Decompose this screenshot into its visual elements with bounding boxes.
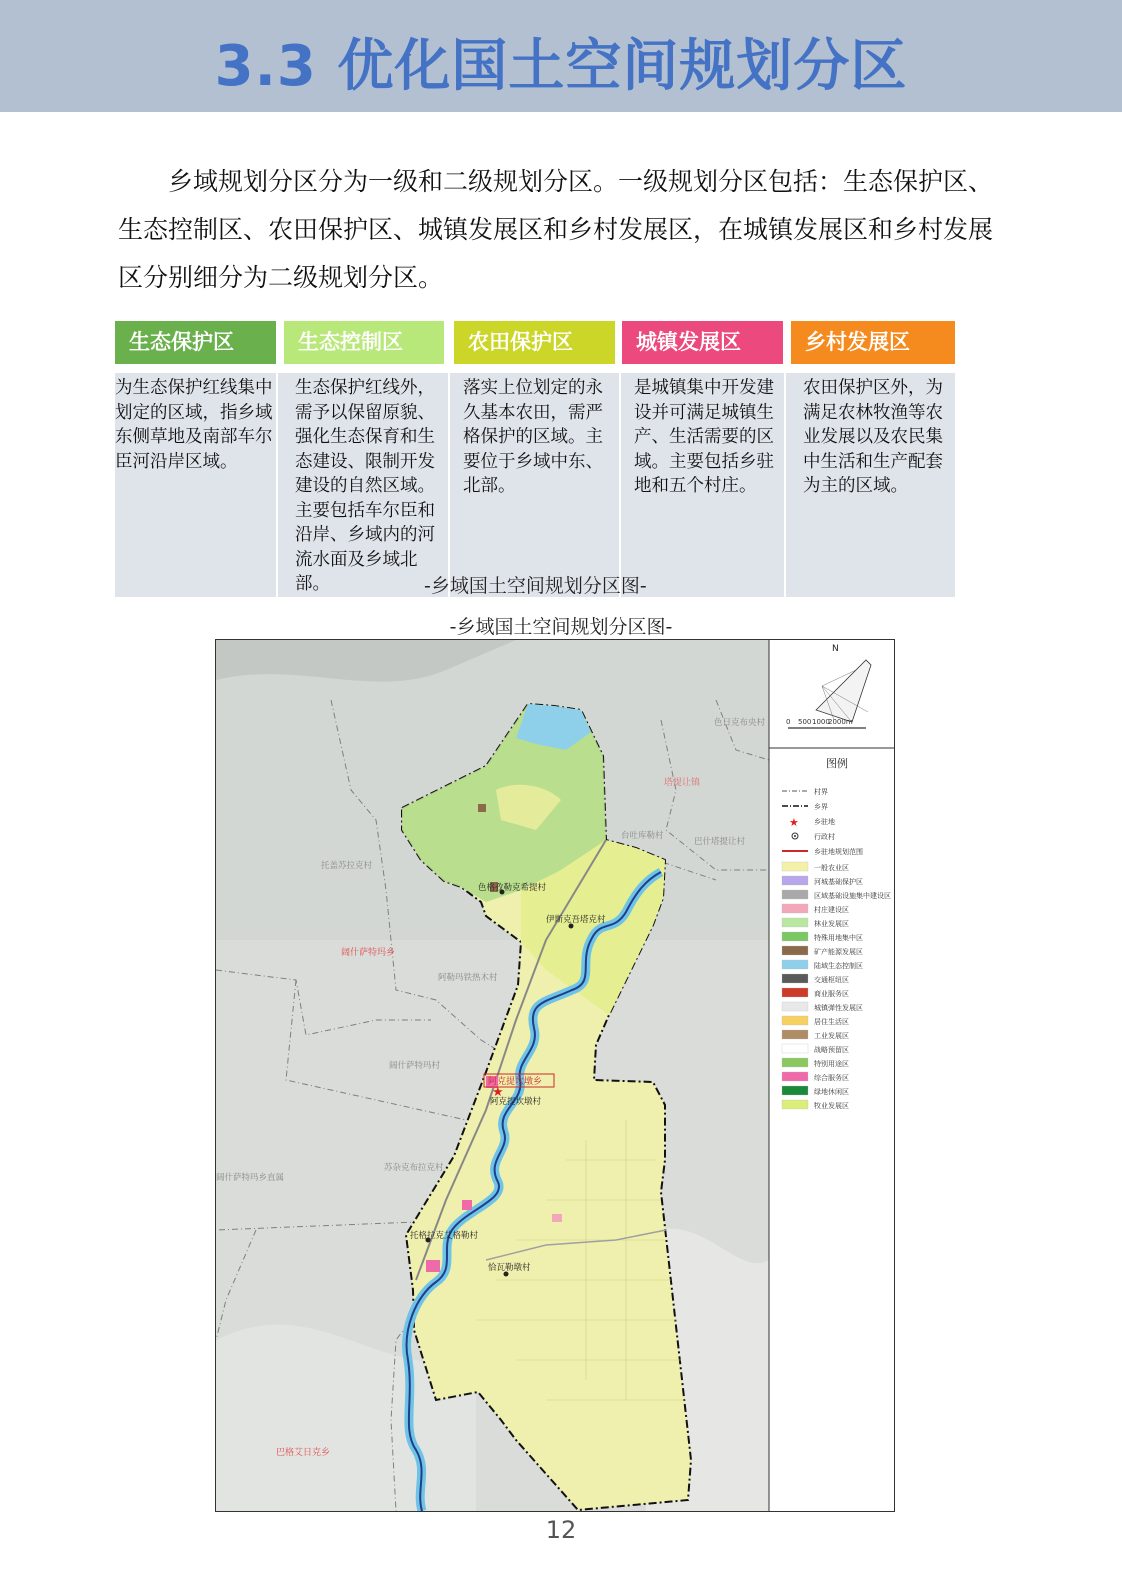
zone-header-urban-development (622, 321, 783, 364)
place-label: 阿勒玛铁热木村 (438, 973, 498, 983)
legend-title: 图例 (826, 757, 848, 770)
place-label: 苏杂克布拉克村 (384, 1163, 444, 1173)
legend-item-label: 商业服务区 (814, 990, 849, 998)
scale-label: 1000 (812, 718, 830, 726)
legend-item-label: 战略预留区 (814, 1046, 849, 1054)
legend-item-label: 牧业发展区 (814, 1102, 849, 1110)
legend-item-label: 一般农业区 (814, 864, 849, 872)
legend-swatch (782, 1044, 808, 1053)
place-label: 塔提让镇 (664, 778, 701, 788)
legend-swatch (782, 1058, 808, 1067)
place-label: 阔什萨特玛乡直属 (216, 1173, 285, 1183)
color-legend (782, 862, 891, 1110)
legend-swatch (782, 932, 808, 941)
zone-header-rural-development (791, 321, 955, 364)
settlement-patch (426, 1260, 440, 1272)
settlement-patch (552, 1214, 562, 1222)
zone-name: 农田保护区 (468, 330, 573, 354)
mining-patch (478, 804, 486, 812)
village-label: 伊斯克吾塔克村 (546, 915, 606, 925)
zone-name: 城镇发展区 (636, 330, 741, 354)
legend-item-label: 乡驻地规划范围 (814, 848, 863, 856)
scale-label: 500 (798, 718, 812, 726)
zone-desc-rural-development: 农田保护区外，为满足农林牧渔等农业发展以及农民集中生活和生产配套为主的区域。 (785, 373, 955, 597)
legend-swatch (782, 904, 808, 913)
intro-paragraph: 乡域规划分区分为一级和二级规划分区。一级规划分区包括：生态保护区、生态控制区、农田保护区、城镇发展区和乡村发展区，在城镇发展区和乡村发展区分别细分为二级规划分区。 (118, 167, 994, 292)
zone-header-ecological-control (284, 321, 444, 364)
legend-swatch (782, 1030, 808, 1039)
legend-swatch (782, 890, 808, 899)
zone-name: 乡村发展区 (805, 330, 910, 354)
title-banner (0, 0, 1122, 112)
zone-divider (619, 373, 621, 597)
legend-item-label: 工业发展区 (814, 1032, 849, 1040)
township-star-icon: ★ (492, 1085, 504, 1100)
legend-item-label: 绿地休闲区 (814, 1088, 849, 1096)
legend-item-label: 交通枢纽区 (814, 976, 849, 984)
zone-desc-farmland-protection: 落实上位划定的永久基本农田，需严格保护的区域。主要位于乡域中东、北部。 (449, 373, 620, 597)
place-label: 阔什萨特玛村 (389, 1061, 441, 1071)
village-label: 恰瓦勒墩村 (488, 1263, 531, 1273)
legend-swatch (782, 1086, 808, 1095)
legend-swatch (782, 960, 808, 969)
township-label: 阿克提坎墩乡 (488, 1077, 543, 1087)
legend-swatch (782, 1016, 808, 1025)
compass-inset (816, 660, 871, 722)
place-label: 托盖苏拉克村 (321, 861, 373, 871)
north-label: N (832, 644, 839, 654)
legend-item-label: 居住生活区 (814, 1018, 849, 1026)
legend-swatch (782, 918, 808, 927)
legend-swatch (782, 1002, 808, 1011)
legend-swatch (782, 974, 808, 983)
caption-overlap: -乡域国土空间规划分区图- (424, 575, 647, 597)
planning-map (215, 639, 895, 1512)
village-label: 阿克提坎墩村 (490, 1097, 542, 1107)
legend-item-label: 城镇弹性发展区 (814, 1004, 863, 1012)
place-label: 巴格艾日克乡 (276, 1448, 331, 1458)
page-title: 3.3 优化国土空间规划分区 (214, 34, 908, 99)
legend-item-label: 乡界 (814, 803, 828, 811)
boundary-legend (782, 787, 863, 856)
zone-desc-ecological-protection: 为生态保护红线集中划定的区域，指乡域东侧草地及南部车尔臣河沿岸区域。 (115, 373, 277, 597)
legend-swatch (782, 946, 808, 955)
zone-divider (276, 373, 278, 597)
zone-header-ecological-protection (115, 321, 276, 364)
legend-swatch (782, 988, 808, 997)
zone-divider (448, 373, 450, 597)
legend-item-label: 乡驻地 (814, 818, 835, 826)
legend-item-label: 村庄建设区 (814, 906, 849, 914)
legend-item-label: 特殊用地集中区 (814, 934, 863, 942)
zone-header-farmland-protection (454, 321, 615, 364)
legend-item-label: 林业发展区 (814, 920, 849, 928)
legend-swatch (782, 876, 808, 885)
place-label: 台吐库勒村 (621, 831, 664, 841)
legend-swatch (782, 1072, 808, 1081)
scale-bar (786, 718, 866, 728)
zone-name: 生态控制区 (298, 330, 403, 354)
village-label: 托格拉克艾格勒村 (410, 1231, 479, 1241)
legend-swatch (782, 862, 808, 871)
village-label: 色格孜勒克希提村 (478, 883, 547, 893)
zone-divider (784, 373, 786, 597)
legend-item-label: 行政村 (814, 833, 835, 841)
map-caption: -乡域国土空间规划分区图- (449, 616, 673, 638)
legend-item-label: 综合服务区 (814, 1074, 849, 1082)
place-label: 巴什塔提让村 (694, 837, 746, 847)
legend-item-label: 陆域生态控制区 (814, 962, 863, 970)
legend-item-label: 特别用途区 (814, 1060, 849, 1068)
star-icon: ★ (789, 816, 799, 829)
legend-swatch (782, 1100, 808, 1109)
zone-desc-ecological-control: 生态保护红线外，需予以保留原貌、强化生态保育和生态建设、限制开发建设的自然区域。主要包括车尔臣和沿岸、乡域内的河流水面及乡域北部。 (277, 373, 449, 597)
legend-item-label: 区域基础设施集中建设区 (814, 892, 891, 900)
legend-item-label: 矿产能源发展区 (814, 948, 863, 956)
legend-item-label: 村界 (814, 788, 828, 796)
zone-desc-urban-development: 是城镇集中开发建设并可满足城镇生产、生活需要的区域。主要包括乡驻地和五个村庄。 (620, 373, 785, 597)
scale-label: 0 (786, 718, 791, 726)
map-svg (216, 640, 894, 1511)
legend-item-label: 河城基础保护区 (814, 878, 863, 886)
zone-name: 生态保护区 (129, 330, 234, 354)
place-label: 阔什萨特玛乡 (341, 948, 396, 958)
settlement-patch (462, 1200, 472, 1210)
scale-label: 2000m (828, 718, 853, 726)
village-dot-center (794, 835, 796, 837)
place-label: 色日克布央村 (714, 718, 766, 728)
page-number: 12 (545, 1516, 577, 1544)
zone-table (115, 321, 955, 597)
